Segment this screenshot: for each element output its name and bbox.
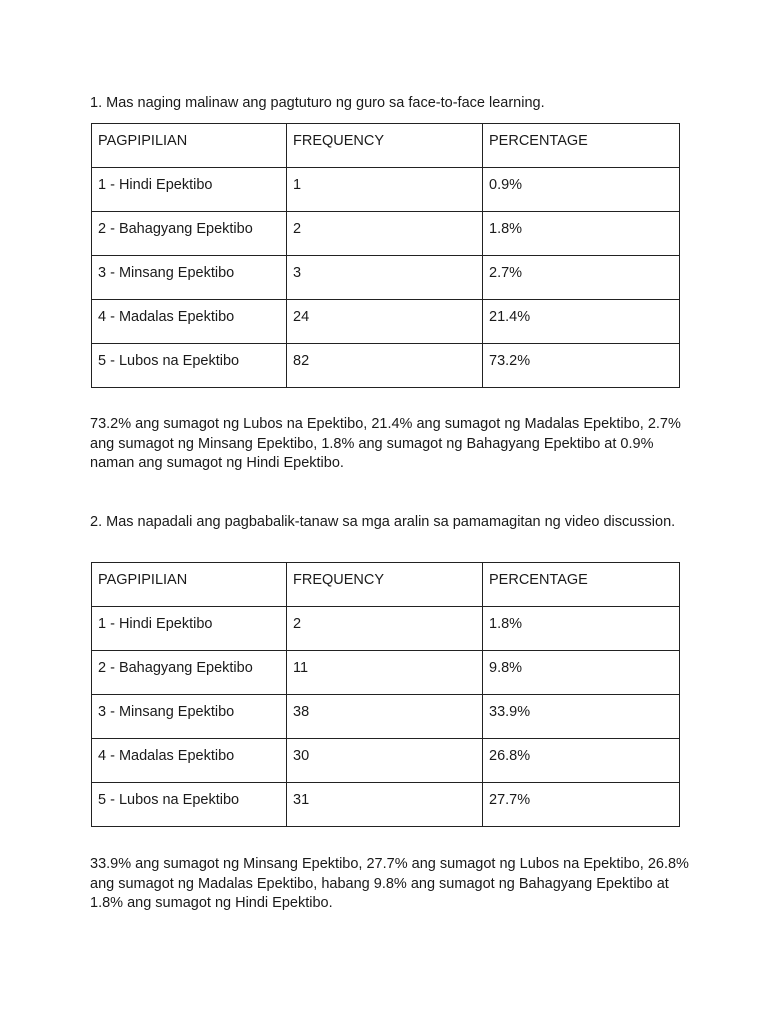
cell-frequency: 31 [287,783,483,827]
table-row [92,695,680,739]
header-percentage: PERCENTAGE [483,124,680,168]
summary-1: 73.2% ang sumagot ng Lubos na Epektibo, 21.4% ang sumagot ng Madalas Epektibo, 2.7% ang sumagot ng Minsang Epektibo, 1.8% ang sumagot ng Bahagyang Epektibo at 0.9% naman ang sumagot ng Hindi Epektibo. [90,416,681,471]
cell-option: 3 - Minsang Epektibo [92,256,287,300]
cell-percentage: 1.8% [483,212,680,256]
cell-percentage: 73.2% [483,344,680,388]
cell-frequency: 1 [287,168,483,212]
table-row [92,607,680,651]
cell-percentage: 33.9% [483,695,680,739]
cell-option: 4 - Madalas Epektibo [92,739,287,783]
header-frequency: FREQUENCY [287,563,483,607]
header-percentage: PERCENTAGE [483,563,680,607]
table-2 [91,562,680,827]
cell-option: 3 - Minsang Epektibo [92,695,287,739]
cell-option: 1 - Hindi Epektibo [92,607,287,651]
cell-percentage: 2.7% [483,256,680,300]
cell-percentage: 9.8% [483,651,680,695]
cell-option: 2 - Bahagyang Epektibo [92,651,287,695]
cell-frequency: 11 [287,651,483,695]
table-row [92,168,680,212]
cell-percentage: 0.9% [483,168,680,212]
cell-frequency: 24 [287,300,483,344]
table-row [92,256,680,300]
cell-percentage: 27.7% [483,783,680,827]
question-1: 1. Mas naging malinaw ang pagtuturo ng guro sa face-to-face learning. [90,95,545,111]
cell-option: 1 - Hindi Epektibo [92,168,287,212]
header-frequency: FREQUENCY [287,124,483,168]
cell-percentage: 21.4% [483,300,680,344]
cell-frequency: 3 [287,256,483,300]
table-header-row [92,124,680,168]
question-2: 2. Mas napadali ang pagbabalik-tanaw sa mga aralin sa pamamagitan ng video discussion. [90,514,676,530]
table-row [92,300,680,344]
cell-frequency: 30 [287,739,483,783]
cell-frequency: 82 [287,344,483,388]
table-row [92,651,680,695]
table-1 [91,123,680,388]
cell-percentage: 26.8% [483,739,680,783]
cell-frequency: 38 [287,695,483,739]
cell-percentage: 1.8% [483,607,680,651]
cell-option: 5 - Lubos na Epektibo [92,344,287,388]
cell-option: 4 - Madalas Epektibo [92,300,287,344]
table-row [92,212,680,256]
cell-frequency: 2 [287,607,483,651]
table-row [92,783,680,827]
table-row [92,739,680,783]
header-pagpipilian: PAGPIPILIAN [92,124,287,168]
cell-option: 2 - Bahagyang Epektibo [92,212,287,256]
summary-2: 33.9% ang sumagot ng Minsang Epektibo, 27.7% ang sumagot ng Lubos na Epektibo, 26.8% ang sumagot ng Madalas Epektibo, habang 9.8% ang sumagot ng Bahagyang Epektibo at 1.8% ang sumagot ng Hindi Epektibo. [90,856,689,911]
cell-option: 5 - Lubos na Epektibo [92,783,287,827]
header-pagpipilian: PAGPIPILIAN [92,563,287,607]
cell-frequency: 2 [287,212,483,256]
table-header-row [92,563,680,607]
table-row [92,344,680,388]
